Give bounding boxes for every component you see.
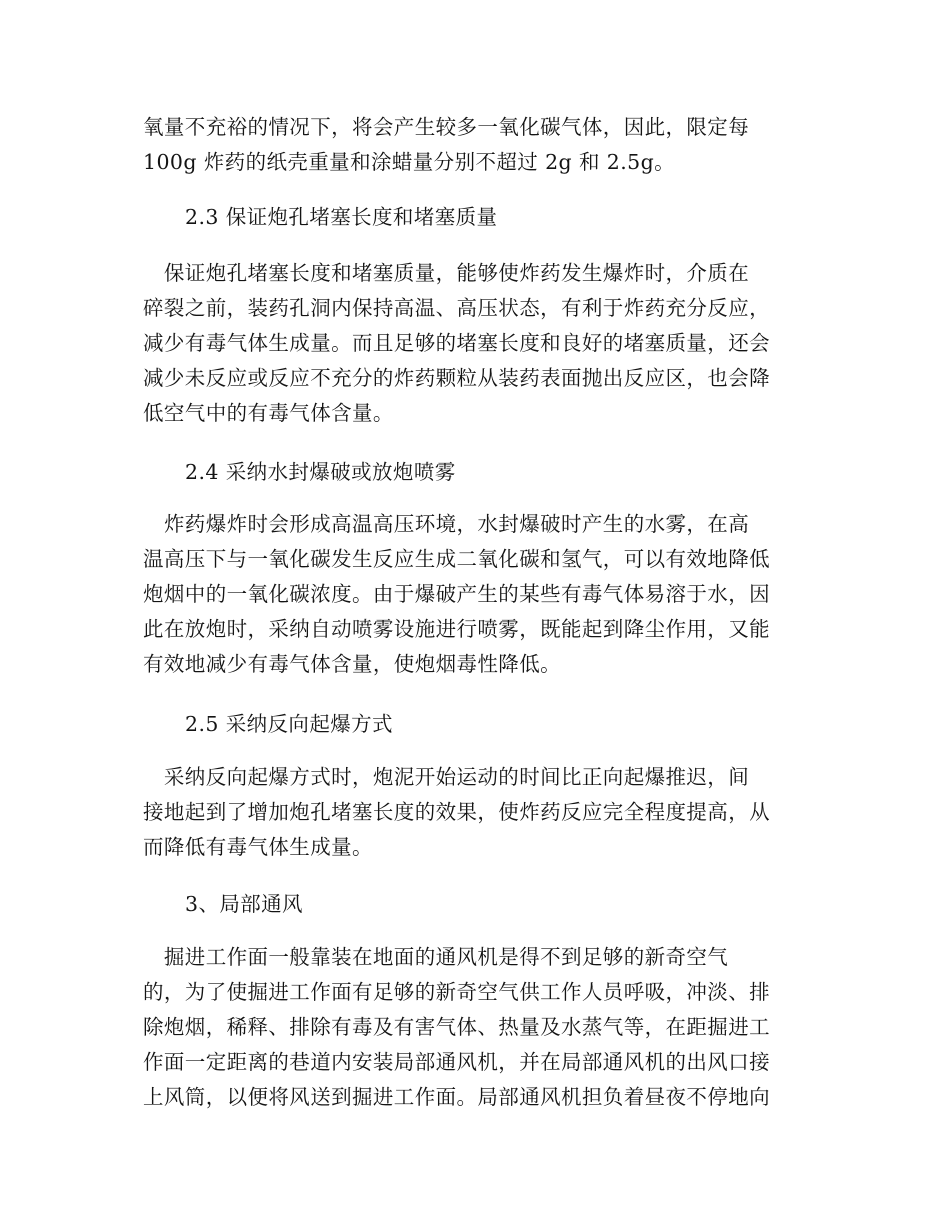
text-line: 保证炮孔堵塞长度和堵塞质量，能够使炸药发生爆炸时，介质在 (143, 261, 750, 285)
text-line: 100g 炸药的纸壳重量和涂蜡量分别不超过 2g 和 2.5g。 (143, 150, 676, 174)
text-line: 温高压下与一氧化碳发生反应生成二氧化碳和氢气，可以有效地降低 (143, 547, 770, 571)
section-heading-3: 3、局部通风 (185, 892, 303, 916)
text-line: 采纳反向起爆方式时，炮泥开始运动的时间比正向起爆推迟，间 (143, 765, 750, 789)
text-line: 掘进工作面一般靠装在地面的通风机是得不到足够的新奇空气 (143, 945, 729, 969)
text-line: 炮烟中的一氧化碳浓度。由于爆破产生的某些有毒气体易溶于水，因 (143, 582, 770, 606)
text-line: 有效地减少有毒气体含量，使炮烟毒性降低。 (143, 652, 561, 676)
paragraph-oxygen-limit (143, 110, 808, 180)
section-heading-2-5: 2.5 采纳反向起爆方式 (185, 712, 393, 736)
text-line: 炸药爆炸时会形成高温高压环境，水封爆破时产生的水雾，在高 (143, 512, 750, 536)
text-line: 低空气中的有毒气体含量。 (143, 401, 394, 425)
paragraph-reverse-initiation (143, 760, 808, 865)
section-heading-2-3: 2.3 保证炮孔堵塞长度和堵塞质量 (185, 205, 498, 229)
text-line: 作面一定距离的巷道内安装局部通风机，并在局部通风机的出风口接 (143, 1050, 770, 1074)
text-line: 减少有毒气体生成量。而且足够的堵塞长度和良好的堵塞质量，还会 (143, 331, 770, 355)
paragraph-water-spray (143, 507, 808, 682)
text-line: 此在放炮时，采纳自动喷雾设施进行喷雾，既能起到降尘作用，又能 (143, 617, 770, 641)
text-line: 除炮烟，稀释、排除有毒及有害气体、热量及水蒸气等，在距掘进工 (143, 1015, 770, 1039)
text-line: 接地起到了增加炮孔堵塞长度的效果，使炸药反应完全程度提高，从 (143, 800, 770, 824)
section-heading-2-4: 2.4 采纳水封爆破或放炮喷雾 (185, 460, 456, 484)
paragraph-stemming (143, 256, 808, 431)
text-line: 的，为了使掘进工作面有足够的新奇空气供工作人员呼吸，冲淡、排 (143, 980, 770, 1004)
text-line: 碎裂之前，装药孔洞内保持高温、高压状态，有利于炸药充分反应， (143, 296, 770, 320)
text-line: 而降低有毒气体生成量。 (143, 835, 373, 859)
text-line: 氧量不充裕的情况下，将会产生较多一氧化碳气体，因此，限定每 (143, 115, 750, 139)
text-line: 上风筒，以便将风送到掘进工作面。局部通风机担负着昼夜不停地向 (143, 1085, 770, 1109)
paragraph-local-ventilation (143, 940, 808, 1115)
text-line: 减少未反应或反应不充分的炸药颗粒从装药表面抛出反应区，也会降 (143, 366, 770, 390)
